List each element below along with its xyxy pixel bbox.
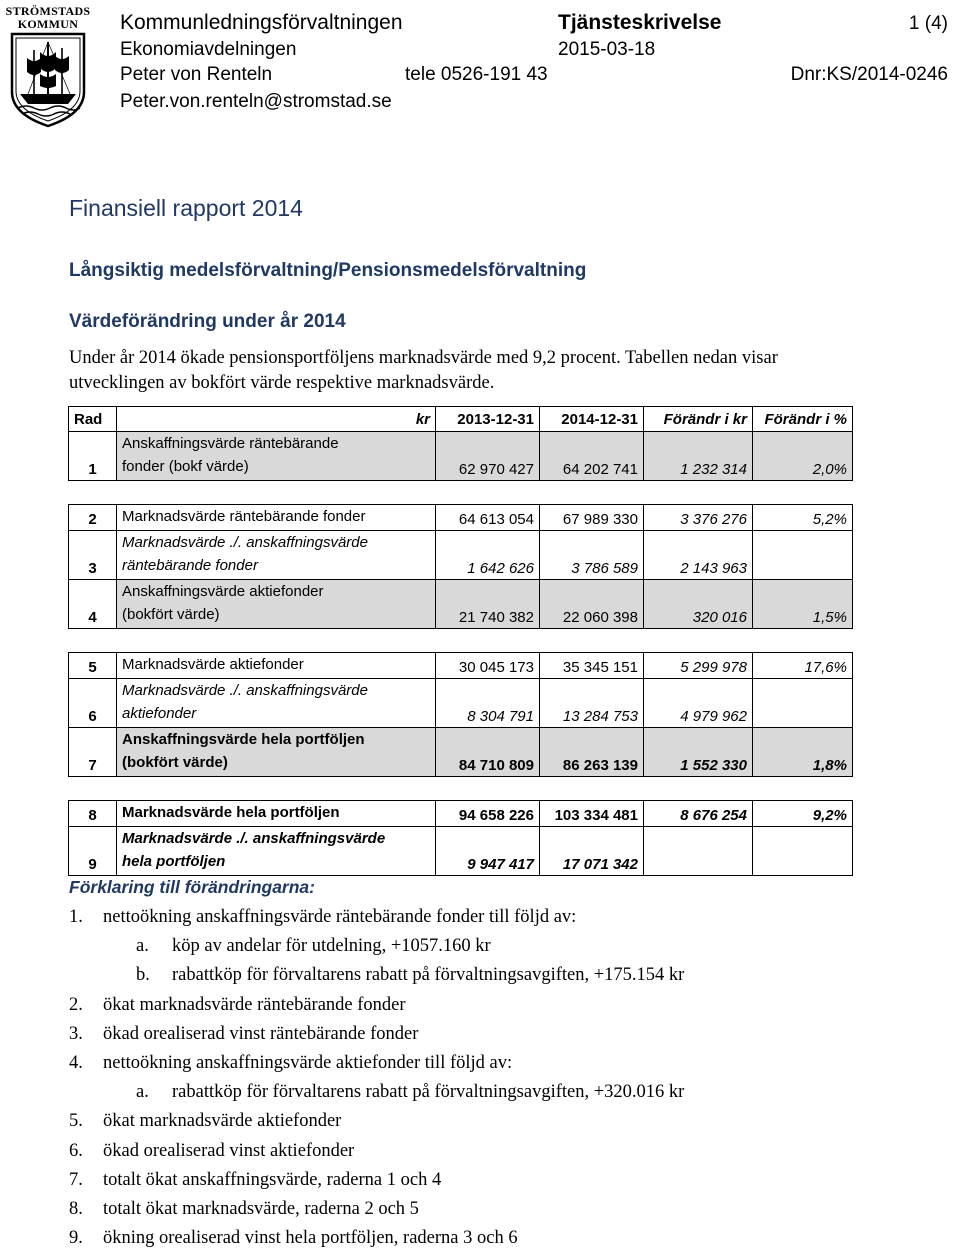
header-date: 2015-03-18 — [558, 39, 656, 60]
list-text: ökat marknadsvärde aktiefonder — [103, 1111, 342, 1131]
row-label-line-2: fonder (bokf värde) — [122, 458, 249, 475]
list-marker: 1. — [69, 907, 83, 927]
row-number: 1 — [69, 432, 117, 481]
row-label: Marknadsvärde aktiefonder — [117, 653, 436, 679]
row-number: 3 — [69, 531, 117, 580]
cell-2014: 64 202 741 — [540, 432, 644, 481]
cell-change-kr: 3 376 276 — [644, 505, 753, 531]
list-marker: 2. — [69, 995, 83, 1015]
cell-2013: 30 045 173 — [436, 653, 540, 679]
cell-2014: 17 071 342 — [540, 827, 644, 876]
list-text: nettoökning anskaffningsvärde aktiefonder till följd av: — [103, 1053, 513, 1073]
row-label-line-2: räntebärande fonder — [122, 557, 258, 574]
col-header-rad: Rad — [69, 407, 117, 432]
cell-2013: 9 947 417 — [436, 827, 540, 876]
row-label-line-2: hela portföljen — [122, 853, 226, 870]
table-spacer-row — [69, 777, 853, 801]
cell-change-pct — [753, 679, 853, 728]
row-label-line-1: Anskaffningsvärde hela portföljen — [122, 731, 365, 748]
table-spacer-row — [69, 629, 853, 653]
row-label — [117, 827, 436, 876]
municipality-logo — [4, 4, 92, 126]
row-number: 8 — [69, 801, 117, 827]
table-row — [69, 801, 853, 827]
col-header-kr: kr — [117, 407, 436, 432]
list-marker: a. — [136, 1082, 149, 1102]
table-row — [69, 679, 853, 728]
row-label-line-2: aktiefonder — [122, 705, 197, 722]
row-number: 2 — [69, 505, 117, 531]
cell-2013: 94 658 226 — [436, 801, 540, 827]
cell-change-pct: 17,6% — [753, 653, 853, 679]
table-row — [69, 728, 853, 777]
row-number: 6 — [69, 679, 117, 728]
row-label-line-1: Anskaffningsvärde räntebärande — [122, 435, 339, 452]
cell-change-kr: 4 979 962 — [644, 679, 753, 728]
cell-change-pct: 9,2% — [753, 801, 853, 827]
list-item — [69, 1228, 518, 1249]
section-heading: Värdeförändring under år 2014 — [69, 311, 346, 332]
cell-2014: 67 989 330 — [540, 505, 644, 531]
row-number: 5 — [69, 653, 117, 679]
cell-2013: 64 613 054 — [436, 505, 540, 531]
list-item — [69, 995, 406, 1016]
logo-line-2: KOMMUN — [17, 17, 79, 31]
spacer-cell — [69, 481, 853, 505]
row-label: Marknadsvärde räntebärande fonder — [117, 505, 436, 531]
table-spacer-row — [69, 481, 853, 505]
cell-2013: 84 710 809 — [436, 728, 540, 777]
row-label — [117, 580, 436, 629]
row-label — [117, 728, 436, 777]
cell-2014: 22 060 398 — [540, 580, 644, 629]
row-number: 9 — [69, 827, 117, 876]
row-label-line-1: Marknadsvärde ./. anskaffningsvärde — [122, 830, 386, 847]
list-text: totalt ökat marknadsvärde, raderna 2 och 5 — [103, 1199, 419, 1219]
list-item — [69, 1111, 342, 1132]
list-marker: 3. — [69, 1024, 83, 1044]
cell-2014: 103 334 481 — [540, 801, 644, 827]
spacer-cell — [69, 777, 853, 801]
cell-2013: 21 740 382 — [436, 580, 540, 629]
list-text: ökad orealiserad vinst räntebärande fonder — [103, 1024, 419, 1044]
header-dnr: Dnr:KS/2014-0246 — [790, 64, 948, 85]
table-row — [69, 432, 853, 481]
col-header-2014: 2014-12-31 — [540, 407, 644, 432]
list-item — [69, 1053, 513, 1074]
row-label-line-2: (bokfört värde) — [122, 606, 220, 623]
list-text: rabattköp för förvaltarens rabatt på förvaltningsavgiften, +320.016 kr — [172, 1082, 685, 1102]
list-text: ökning orealiserad vinst hela portföljen, raderna 3 och 6 — [103, 1228, 518, 1248]
list-marker: 9. — [69, 1228, 83, 1248]
cell-2013: 8 304 791 — [436, 679, 540, 728]
row-label-line-1: Marknadsvärde ./. anskaffningsvärde — [122, 534, 368, 551]
header-department: Ekonomiavdelningen — [120, 39, 297, 60]
list-item — [69, 1199, 419, 1220]
cell-change-kr: 8 676 254 — [644, 801, 753, 827]
header-phone: tele 0526-191 43 — [405, 64, 548, 85]
cell-change-pct: 1,5% — [753, 580, 853, 629]
row-label-line-1: Marknadsvärde ./. anskaffningsvärde — [122, 682, 368, 699]
table-row — [69, 531, 853, 580]
list-marker: a. — [136, 936, 149, 956]
header-page-number: 1 (4) — [908, 13, 948, 34]
cell-change-pct — [753, 827, 853, 876]
list-text: köp av andelar för utdelning, +1057.160 kr — [172, 936, 491, 956]
cell-2014: 13 284 753 — [540, 679, 644, 728]
row-label-line-2: (bokfört värde) — [122, 754, 228, 771]
list-item — [69, 1141, 355, 1162]
logo-line-1: STRÖMSTADS — [5, 4, 91, 18]
list-item — [136, 936, 491, 957]
list-marker: 4. — [69, 1053, 83, 1073]
row-label — [117, 432, 436, 481]
list-item — [69, 907, 577, 928]
portfolio-value-table — [68, 406, 853, 876]
cell-change-pct — [753, 531, 853, 580]
ship-crest-icon — [4, 32, 92, 128]
page-subtitle: Långsiktig medelsförvaltning/Pensionsmedelsförvaltning — [69, 260, 587, 281]
cell-change-kr: 5 299 978 — [644, 653, 753, 679]
list-text: ökat marknadsvärde räntebärande fonder — [103, 995, 406, 1015]
list-marker: 8. — [69, 1199, 83, 1219]
col-header-2013: 2013-12-31 — [436, 407, 540, 432]
row-label — [117, 679, 436, 728]
table-row — [69, 505, 853, 531]
cell-2013: 1 642 626 — [436, 531, 540, 580]
row-label — [117, 531, 436, 580]
cell-2014: 35 345 151 — [540, 653, 644, 679]
list-item — [136, 965, 685, 986]
cell-change-pct: 2,0% — [753, 432, 853, 481]
page-title: Finansiell rapport 2014 — [69, 195, 303, 221]
list-marker: 6. — [69, 1141, 83, 1161]
list-text: rabattköp för förvaltarens rabatt på förvaltningsavgiften, +175.154 kr — [172, 965, 685, 985]
row-number: 7 — [69, 728, 117, 777]
table-row — [69, 653, 853, 679]
list-text: totalt ökat anskaffningsvärde, raderna 1 och 4 — [103, 1170, 442, 1190]
row-number: 4 — [69, 580, 117, 629]
header-doc-type: Tjänsteskrivelse — [558, 11, 722, 34]
cell-change-kr: 1 552 330 — [644, 728, 753, 777]
cell-change-kr: 2 143 963 — [644, 531, 753, 580]
cell-change-pct: 5,2% — [753, 505, 853, 531]
cell-change-pct: 1,8% — [753, 728, 853, 777]
list-text: ökad orealiserad vinst aktiefonder — [103, 1141, 355, 1161]
list-marker: b. — [136, 965, 150, 985]
cell-change-kr — [644, 827, 753, 876]
intro-paragraph-line-1: Under år 2014 ökade pensionsportföljens marknadsvärde med 9,2 procent. Tabellen nedan visar — [69, 348, 778, 368]
row-label-line-1: Anskaffningsvärde aktiefonder — [122, 583, 324, 600]
list-marker: 5. — [69, 1111, 83, 1131]
spacer-cell — [69, 629, 853, 653]
cell-2014: 3 786 589 — [540, 531, 644, 580]
col-header-change-pct: Förändr i % — [753, 407, 853, 432]
explanation-title: Förklaring till förändringarna: — [69, 877, 315, 897]
list-item — [69, 1024, 419, 1045]
table-header-row — [69, 407, 853, 432]
col-header-change-kr: Förändr i kr — [644, 407, 753, 432]
cell-change-kr: 1 232 314 — [644, 432, 753, 481]
row-label: Marknadsvärde hela portföljen — [117, 801, 436, 827]
header-email[interactable]: Peter.von.renteln@stromstad.se — [120, 91, 392, 112]
list-item — [136, 1082, 685, 1103]
header-author: Peter von Renteln — [120, 64, 273, 85]
table-row — [69, 827, 853, 876]
intro-paragraph-line-2: utvecklingen av bokfört värde respektive marknadsvärde. — [69, 373, 495, 393]
header-org: Kommunledningsförvaltningen — [120, 11, 403, 34]
cell-2013: 62 970 427 — [436, 432, 540, 481]
cell-2014: 86 263 139 — [540, 728, 644, 777]
table-row — [69, 580, 853, 629]
cell-change-kr: 320 016 — [644, 580, 753, 629]
list-text: nettoökning anskaffningsvärde räntebärande fonder till följd av: — [103, 907, 577, 927]
list-marker: 7. — [69, 1170, 83, 1190]
list-item — [69, 1170, 442, 1191]
